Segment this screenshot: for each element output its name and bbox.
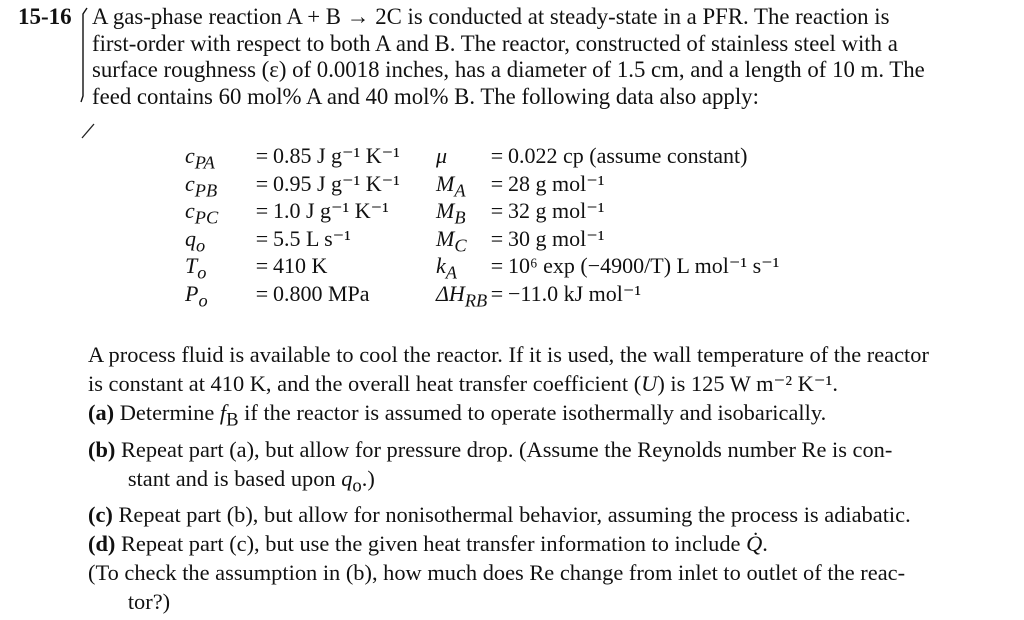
data-left-row [185,197,425,228]
equals-sign: = [255,280,269,306]
intro-line: A gas-phase reaction A + B → 2C is conducted at steady-state in a PFR. The reaction is [92,4,890,29]
part-text: stant and is based upon $q_o$.) [127,465,375,496]
data-left-row [185,225,425,253]
data-right-row [436,280,836,308]
symbol: $c_{PA}$ [185,143,215,173]
equals-sign: = [490,170,504,196]
data-right-row [436,170,836,198]
symbol: $M_B$ [436,198,466,228]
equals-sign: = [490,253,504,278]
data-left-row [185,280,425,308]
value: 0.85 J g⁻¹ K⁻¹ [273,143,400,168]
symbol: $k_A$ [436,253,457,283]
parts-list [88,398,988,558]
symbol: $q_o$ [185,225,206,255]
symbol: $P_o$ [185,280,208,310]
part-label: (b) [88,436,121,462]
value: 32 g mol⁻¹ [508,198,605,223]
symbol: $c_{PB}$ [185,170,218,200]
symbol: $M_A$ [436,170,466,200]
intro-line: surface roughness (ε) of 0.0018 inches, has a diameter of 1.5 cm, and a length of 10 m. The [92,57,925,82]
intro-line: feed contains 60 mol% A and 40 mol% B. The following data also apply: [92,83,759,109]
data-list-left [185,142,425,310]
part-line [88,398,984,435]
value: 5.5 L s⁻¹ [273,225,351,251]
value: 410 K [273,253,328,278]
symbol: $M_C$ [436,225,467,255]
value: 30 g mol⁻¹ [508,225,605,251]
equals-sign: = [255,143,269,168]
symbol: $c_{PC}$ [185,198,219,228]
closing-line: (To check the assumption in (b), how much does Re change from inlet to outlet of the reac- [88,560,906,585]
body-line: is constant at 410 K, and the overall heat transfer coefficient (U) is 125 W m⁻² K⁻¹. [88,371,838,396]
value: −11.0 kJ mol⁻¹ [508,280,642,306]
equals-sign: = [490,143,504,168]
part-line [88,464,984,501]
part-text: Repeat part (a), but allow for pressure drop. (Assume the Reynolds number Re is con- [120,436,893,462]
closing-line: tor?) [127,589,171,614]
part-label: (c) [88,502,119,527]
problem-intro [92,4,996,110]
part-line [88,500,984,529]
part-text: Repeat part (b), but allow for nonisothermal behavior, assuming the process is adiabatic. [118,502,911,527]
problem-body [88,340,988,616]
equals-sign: = [255,170,269,196]
data-right-row [436,225,836,253]
value: 28 g mol⁻¹ [508,170,605,196]
part-text: Repeat part (c), but use the given heat transfer information to include Q̇. [120,531,768,556]
part-text: Determine $f_B$ if the reactor is assumed to operate isothermally and isobarically. [119,400,827,431]
symbol: $T_o$ [185,253,207,283]
data-left-row [185,252,425,283]
part-line [88,435,984,464]
value: 1.0 J g⁻¹ K⁻¹ [273,198,389,223]
problem-number: 15-16 [18,4,72,29]
bracket-mark-icon [80,6,90,104]
value: 0.800 MPa [273,280,370,306]
equals-sign: = [490,280,504,306]
data-list-right [436,142,836,310]
data-right-row [436,252,836,283]
equals-sign: = [255,253,269,278]
value: 0.95 J g⁻¹ K⁻¹ [273,170,400,196]
symbol: $\Delta H_{RB}$ [436,280,488,310]
part-label: (d) [88,531,121,556]
equals-sign: = [490,225,504,251]
equals-sign: = [255,198,269,223]
body-line: A process fluid is available to cool the reactor. If it is used, the wall temperature of the reactor [88,342,929,367]
part-line [88,529,984,558]
data-right-row [436,142,836,170]
intro-line: first-order with respect to both A and B. The reactor, constructed of stainless steel with a [92,30,898,56]
part-label: (a) [88,400,120,425]
value: 0.022 cp (assume constant) [508,143,748,168]
equals-sign: = [490,198,504,223]
data-left-row [185,170,425,198]
equals-sign: = [255,225,269,251]
data-right-row [436,197,836,228]
data-left-row [185,142,425,173]
value: 10⁶ exp (−4900/T) L mol⁻¹ s⁻¹ [508,253,780,278]
symbol: μ [436,143,448,168]
pen-tick-icon [80,118,102,140]
